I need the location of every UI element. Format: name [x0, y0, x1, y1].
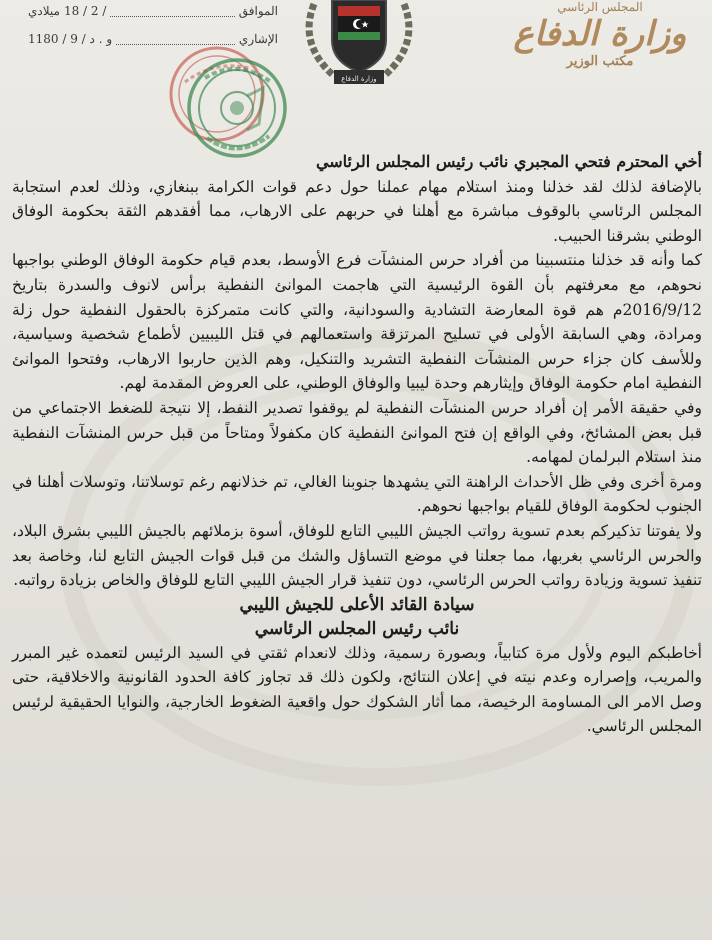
date-line	[28, 2, 278, 20]
emblem-caption: وزارة الدفاع	[341, 75, 377, 83]
reference-value: و . د / 9 / 1180	[28, 32, 113, 46]
paragraph-4: ومرة أخرى وفي ظل الأحداث الراهنة التي يشهدها جنوبنا الغالي، تم خذلانهم رغم توسلاتنا، وتوسلات أهلنا في الجنوب لحكومة الوفاق للقيام بواجبها نحوهم.	[12, 472, 702, 516]
title-vice-president: نائب رئيس المجلس الرئاسي	[254, 618, 460, 639]
closing-paragraph: أخاطبكم اليوم ولأول مرة كتابياً، وبصورة رسمية، وذلك لانعدام ثقتي في السيد الرئيس لتعمده غير المبرر والمريب، وإصراره وعدم نيته في إعلان النتائج، ولكون ذلك قد تجاوز كافة الحدود القانونية والاخلاقية، حتى وصل الامر الى المساومة الرخيصة، مما أثار الشكوك حول واقعية الضغوط الخارجية، والنوايا الحقيقية لرئيس المجلس الرئاسي.	[12, 643, 702, 736]
ministry-emblem	[294, 0, 424, 86]
letter-body	[12, 150, 702, 739]
minister-office-label: مكتب الوزير	[566, 54, 634, 69]
salutation: أخي المحترم فتحي المجبري نائب رئيس المجلس الرئاسي	[315, 152, 702, 171]
paragraph-5: ولا يفوتنا تذكيركم بعدم تسوية رواتب الجيش الليبي التابع للوفاق، أسوة بزملائهم بالجيش الليبي بشرق البلاد، والحرس الرئاسي بغربها، مما جعلنا في موضع التساؤل والشك من قبل قوات الجيش التابع لنا، وخاصة بعد تنفيذ تسوية وزيادة رواتب الحرس الرئاسي، دون تنفيذ قرار الجيش الليبي التابع للوفاق والخاص بزيادة رواتبه.	[12, 521, 702, 590]
ministry-header	[500, 0, 700, 70]
ministry-name: وزارة الدفاع	[513, 14, 687, 54]
presidential-council-label: المجلس الرئاسي	[557, 0, 643, 14]
date-value: / 2 / 18	[63, 4, 107, 18]
date-suffix: ميلادي	[28, 4, 60, 18]
paragraph-2: كما وأنه قد خذلنا منتسبينا من أفراد حرس المنشآت فرع الأوسط، بعدم قيام حكومة الوفاق الوطني بواجبها نحوهم، مع معرفتهم بأن القوة الرئيسية التي هاجمت الموانئ النفطية برأس لانوف والسدرة بتاريخ 2016/9/12م هم قوة المعارضة التشادية والسودانية، والتي كانت متمركزة بالحقول النفطية حول زلة ومرادة، وهي السابقة الأولى في تسليح المرتزقة واستعمالهم في قتل الليبيين لأطماع شخصية وسياسية، وللأسف كان جزاء حرس المنشآت النفطية التشريد والتنكيل، وهم الذين حاربوا الارهاب، وفتحوا الموانئ النفطية امام حكومة الوفاق وإيثارهم وحدة ليبيا والوفاق الوطني، على العروض المقدمة لهم.	[12, 251, 702, 393]
title-commander: سيادة القائد الأعلى للجيش الليبي	[239, 594, 475, 615]
paragraph-1: بالإضافة لذلك لقد خذلنا ومنذ استلام مهام عملنا حول دعم قوات الكرامة ببنغازي، وذلك لعدم استجابة المجلس الرئاسي بالوقوف مباشرة مع أهلنا في حربهم على الارهاب، مما أفقدهم الثقة بحكومة الوفاق الوطني بشرقنا الحبيب.	[12, 177, 702, 245]
reference-label: الإشاري	[238, 32, 278, 46]
date-label: الموافق	[238, 4, 278, 18]
paragraph-3: وفي حقيقة الأمر إن أفراد حرس المنشآت النفطية لم يوقفوا تصدير النفط، إلا نتيجة للضغط الاجتماعي من قبل بعض المشائخ، وفي الواقع إن فتح الموانئ النفطية كان مكفولاً ومتاحاً من قبل حرس المنشآت النفطية منذ استلام البرلمان لمهامه.	[12, 398, 702, 467]
